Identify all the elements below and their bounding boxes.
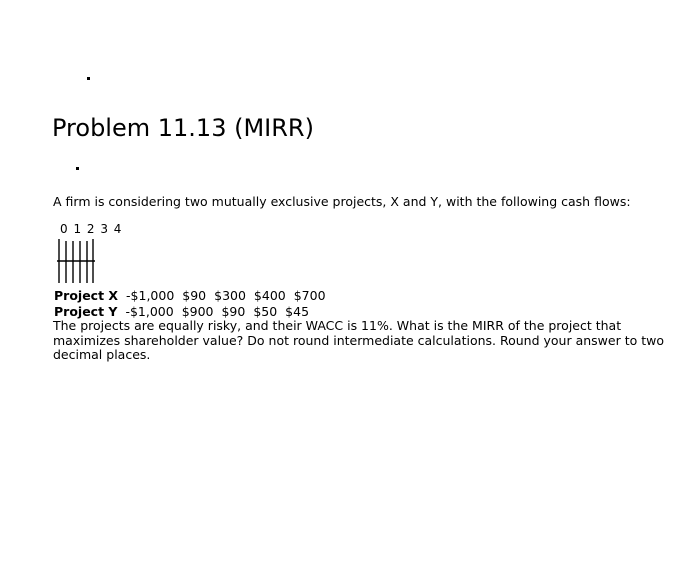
cash-flow-value: $90: [182, 288, 207, 303]
bullet-dot: [87, 77, 90, 80]
cash-flow-value: $50: [253, 304, 278, 319]
cash-flow-value: -$1,000: [125, 304, 174, 319]
cash-flow-value: $300: [214, 288, 246, 303]
problem-intro: A firm is considering two mutually exclusive projects, X and Y, with the following cash flows:: [53, 194, 631, 209]
bullet-dot: [76, 167, 79, 170]
cash-flow-value: $45: [285, 304, 310, 319]
cash-flow-value: $90: [221, 304, 246, 319]
project-x-row: [54, 288, 326, 304]
cash-flow-value: $400: [253, 288, 286, 303]
problem-question: The projects are equally risky, and their WACC is 11%. What is the MIRR of the project that maximizes shareholder value? Do not round intermediate calculations. Round your answer to two decimal places.: [53, 318, 664, 362]
project-x-label: Project X: [54, 288, 119, 303]
cash-flow-value: $900: [181, 304, 214, 319]
cash-flow-value: -$1,000: [126, 288, 175, 303]
timeline-periods: 0 1 2 3 4: [60, 222, 123, 236]
problem-title: Problem 11.13 (MIRR): [52, 114, 314, 142]
cash-flow-value: $700: [293, 288, 326, 303]
project-y-label: Project Y: [54, 304, 118, 319]
timeline-icon: [57, 239, 97, 285]
